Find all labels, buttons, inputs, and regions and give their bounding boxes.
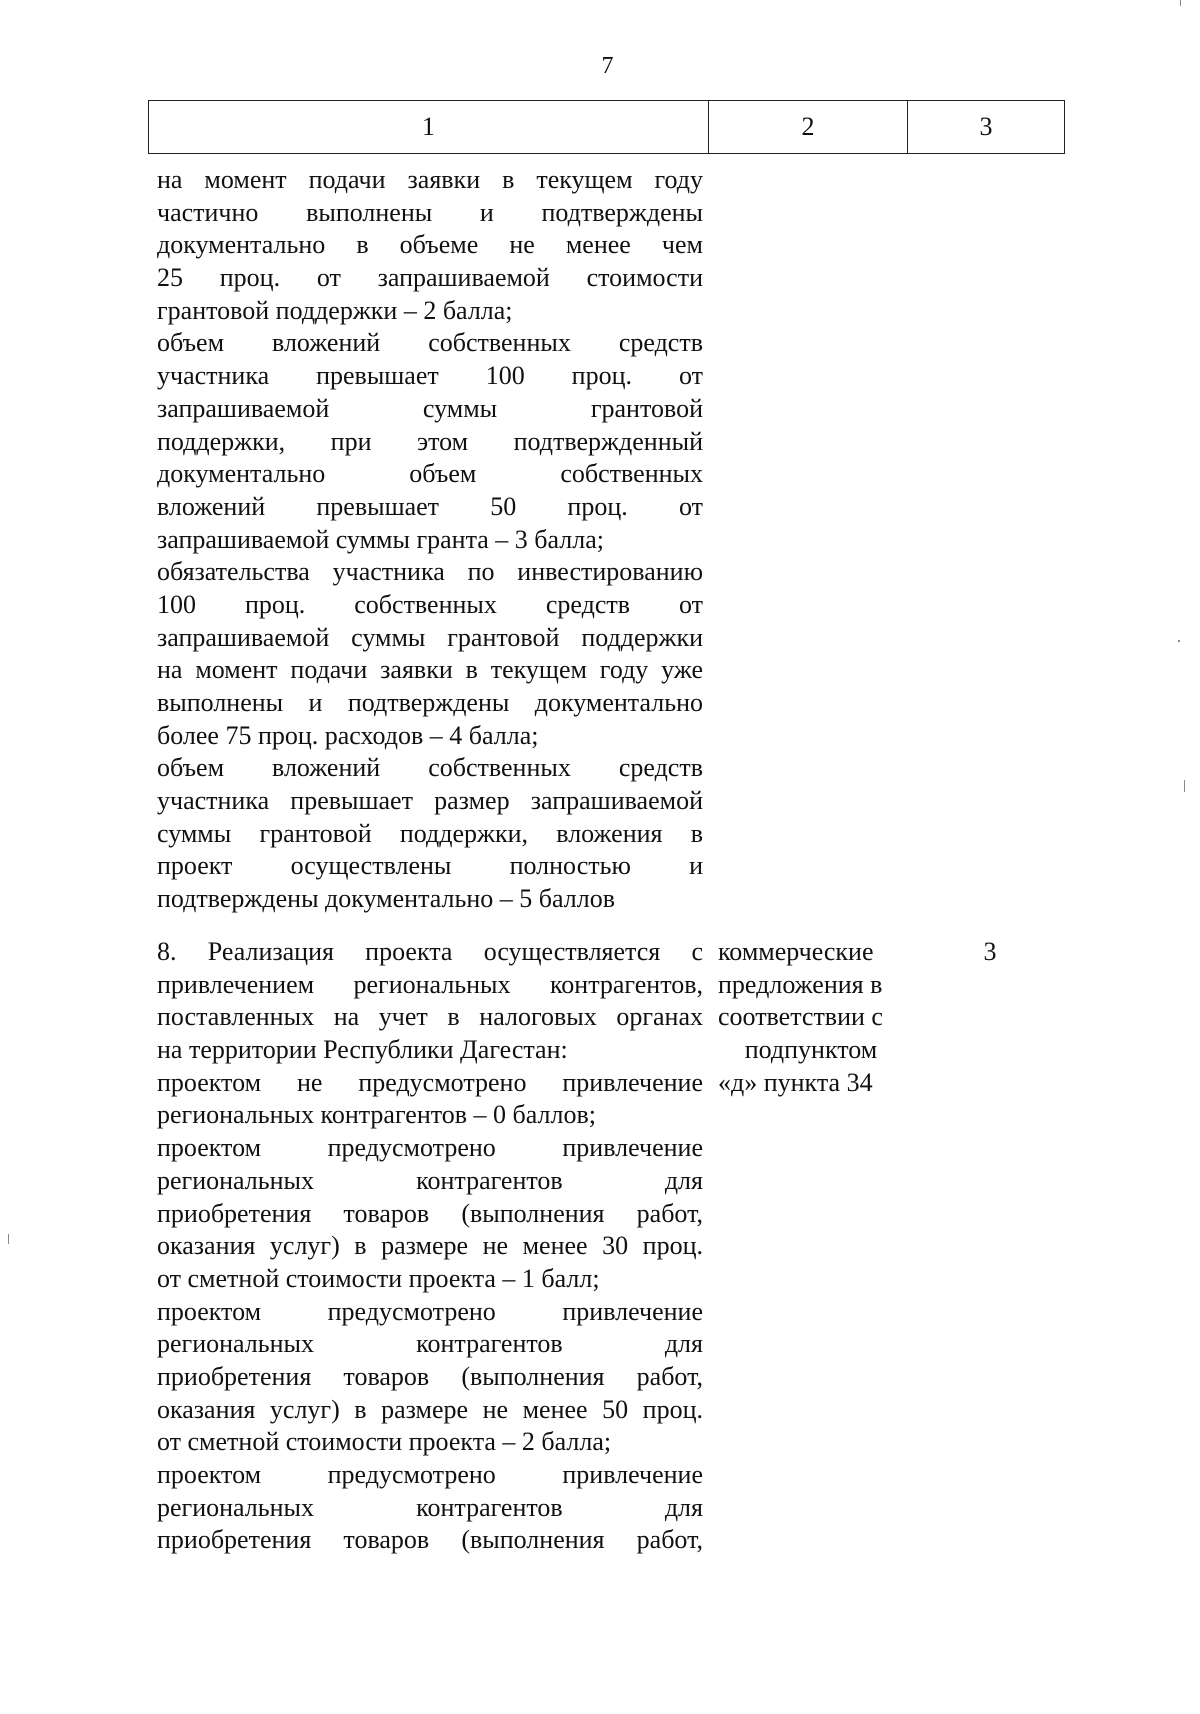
- documents-text-line: коммерческие: [718, 937, 874, 966]
- scan-artifact: [1180, 0, 1181, 6]
- criterion-8-text-line: приобретения товаров (выполнения работ,: [157, 1361, 703, 1391]
- criteria-text-line: запрашиваемой суммы грантовой: [157, 393, 703, 423]
- criteria-text-line: участника превышает 100 проц. от: [157, 361, 703, 391]
- criteria-text-line: участника превышает размер запрашиваемой: [157, 786, 703, 816]
- criteria-continuation-text: [157, 164, 703, 916]
- criterion-8-text-line: приобретения товаров (выполнения работ,: [157, 1525, 703, 1555]
- criterion-8-text-line: 8. Реализация проекта осуществляется с: [157, 937, 703, 966]
- criteria-text-line: запрашиваемой суммы гранта – 3 балла;: [157, 524, 605, 554]
- scan-artifact: [8, 1234, 9, 1244]
- criterion-8-text-line: региональных контрагентов – 0 баллов;: [157, 1100, 596, 1130]
- criteria-text-line: подтверждены документально – 5 баллов: [157, 884, 616, 914]
- criterion-8-text-line: привлечением региональных контрагентов,: [157, 969, 703, 999]
- criterion-8-text-line: региональных контрагентов для: [157, 1329, 703, 1359]
- criterion-8-text-line: приобретения товаров (выполнения работ,: [157, 1198, 703, 1228]
- documents-text-line: предложения в: [718, 969, 883, 999]
- criterion-8-text-line: региональных контрагентов для: [157, 1492, 703, 1522]
- criteria-text-line: частично выполнены и подтверждены: [157, 197, 703, 227]
- criteria-text-line: на момент подачи заявки в текущем году уже: [157, 655, 703, 685]
- criterion-8-text: [157, 936, 703, 1557]
- criterion-8-text-line: оказания услуг) в размере не менее 30 проц.: [157, 1231, 703, 1261]
- criterion-8-max-score: 3: [983, 937, 997, 966]
- criteria-text-line: 100 проц. собственных средств от: [157, 589, 703, 619]
- criteria-text-line: грантовой поддержки – 2 балла;: [157, 295, 513, 325]
- criterion-8-text-line: от сметной стоимости проекта – 1 балл;: [157, 1263, 600, 1293]
- criteria-text-line: запрашиваемой суммы грантовой поддержки: [157, 622, 703, 652]
- documents-text-line: подпунктом: [744, 1035, 878, 1065]
- criteria-text-line: на момент подачи заявки в текущем году: [157, 165, 703, 194]
- criteria-text-line: выполнены и подтверждены документально: [157, 688, 703, 717]
- criteria-text-line: объем вложений собственных средств: [157, 753, 703, 783]
- criteria-text-line: документально в объеме не менее чем: [157, 230, 703, 260]
- table-header-col-1: 1: [149, 101, 709, 153]
- criteria-text-line: суммы грантовой поддержки, вложения в: [157, 818, 703, 848]
- criterion-8-text-line: на территории Республики Дагестан:: [157, 1035, 568, 1065]
- criteria-text-line: поддержки, при этом подтвержденный: [157, 426, 703, 456]
- criteria-text-line: более 75 проц. расходов – 4 балла;: [157, 720, 539, 750]
- criterion-8-text-line: проектом предусмотрено привлечение: [157, 1133, 703, 1163]
- documents-text-line: «д» пункта 34: [718, 1067, 873, 1097]
- criterion-8-text-line: от сметной стоимости проекта – 2 балла;: [157, 1427, 612, 1457]
- table-header-row: [148, 100, 1065, 154]
- criteria-text-line: вложений превышает 50 проц. от: [157, 491, 703, 521]
- scan-artifact: [1178, 640, 1180, 642]
- criterion-8-text-line: поставленных на учет в налоговых органах: [157, 1002, 703, 1032]
- criterion-8-text-line: проектом предусмотрено привлечение: [157, 1296, 703, 1326]
- scan-artifact: [1184, 780, 1185, 792]
- criterion-8-text-line: проектом не предусмотрено привлечение: [157, 1067, 703, 1097]
- criteria-text-line: обязательства участника по инвестированию: [157, 557, 703, 587]
- criteria-text-line: документально объем собственных: [157, 459, 703, 489]
- criterion-8-text-line: региональных контрагентов для: [157, 1165, 703, 1195]
- table-header-col-3: 3: [979, 112, 993, 141]
- criteria-text-line: проект осуществлены полностью и: [157, 851, 703, 881]
- page-number: 7: [601, 53, 614, 79]
- criteria-text-line: 25 проц. от запрашиваемой стоимости: [157, 263, 703, 293]
- criterion-8-documents: [718, 936, 904, 1099]
- table-header-col-2: 2: [709, 101, 908, 153]
- documents-text-line: соответствии с: [718, 1002, 883, 1032]
- criterion-8-text-line: проектом предусмотрено привлечение: [157, 1460, 703, 1489]
- criteria-text-line: объем вложений собственных средств: [157, 328, 703, 358]
- criterion-8-text-line: оказания услуг) в размере не менее 50 проц.: [157, 1394, 703, 1424]
